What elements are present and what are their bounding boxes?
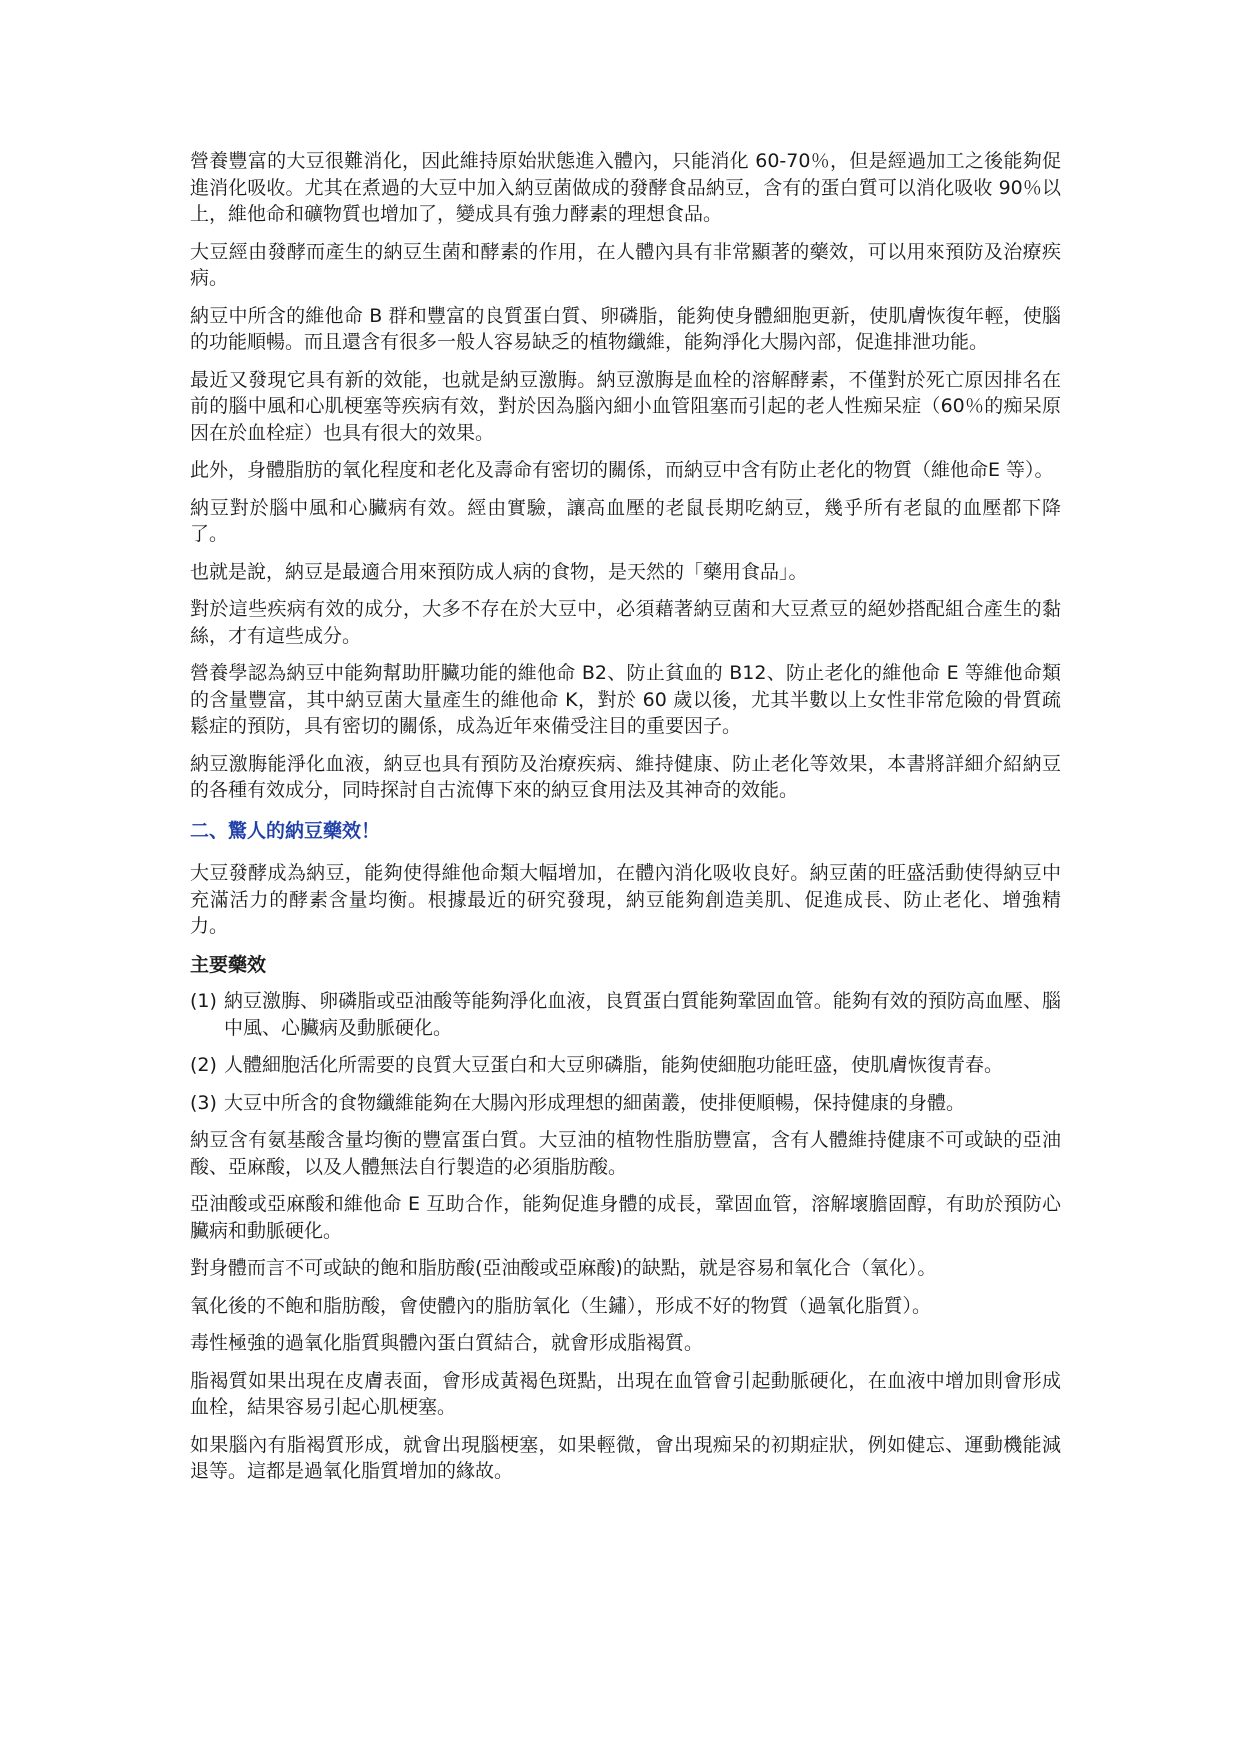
paragraph: 營養豐富的大豆很難消化，因此維持原始狀態進入體內，只能消化 60-70％，但是經過加工之後能夠促進消化吸收。尤其在煮過的大豆中加入納豆菌做成的發酵食品納豆，含有的蛋白質可以消化吸收 90％以上，維他命和礦物質也增加了，變成具有強力酵素的理想食品。 <box>190 150 1061 225</box>
paragraph: 對於這些疾病有效的成分，大多不存在於大豆中，必須藉著納豆菌和大豆煮豆的絕妙搭配組合產生的黏絲，才有這些成分。 <box>190 598 1061 647</box>
paragraph: 亞油酸或亞麻酸和維他命 E 互助合作，能夠促進身體的成長，鞏固血管，溶解壞膽固醇，有助於預防心臟病和動脈硬化。 <box>190 1193 1061 1242</box>
section-intro: 大豆發酵成為納豆，能夠使得維他命類大幅增加，在體內消化吸收良好。納豆菌的旺盛活動使得納豆中充滿活力的酵素含量均衡。根據最近的研究發現，納豆能夠創造美肌、促進成長、防止老化、增強精力。 <box>190 862 1061 937</box>
subheading: 主要藥效 <box>190 953 267 976</box>
paragraph: 如果腦內有脂褐質形成，就會出現腦梗塞，如果輕微，會出現痴呆的初期症狀，例如健忘、運動機能減退等。這都是過氧化脂質增加的緣故。 <box>190 1433 1061 1482</box>
paragraph: 最近又發現它具有新的效能，也就是納豆激脢。納豆激脢是血栓的溶解酵素，不僅對於死亡原因排名在前的腦中風和心肌梗塞等疾病有效，對於因為腦內細小血管阻塞而引起的老人性痴呆症（60％的痴呆原因在於血栓症）也具有很大的效果。 <box>190 368 1061 444</box>
effect-number: (2) <box>190 1054 217 1076</box>
effect-item <box>190 1052 1061 1079</box>
paragraph: 毒性極強的過氧化脂質與體內蛋白質結合，就會形成脂褐質。 <box>190 1332 704 1354</box>
effect-item <box>190 1090 1061 1117</box>
effect-text: 大豆中所含的食物纖維能夠在大腸內形成理想的細菌叢，使排便順暢，保持健康的身體。 <box>224 1091 966 1114</box>
paragraph: 氧化後的不飽和脂肪酸，會使體內的脂肪氧化（生鏽），形成不好的物質（過氧化脂質）。 <box>190 1294 932 1317</box>
paragraph: 納豆含有氨基酸含量均衡的豐富蛋白質。大豆油的植物性脂肪豐富，含有人體維持健康不可或缺的亞油酸、亞麻酸，以及人體無法自行製造的必須脂肪酸。 <box>190 1129 1061 1178</box>
paragraph: 營養學認為納豆中能夠幫助肝臟功能的維他命 B2、防止貧血的 B12、防止老化的維他命 E 等維他命類的含量豐富，其中納豆菌大量產生的維他命 K，對於 60 歲以後，尤其半數以上女性非常危險的骨質疏鬆症的預防，具有密切的關係，成為近年來備受注目的重要因子。 <box>190 662 1061 737</box>
paragraph: 納豆中所含的維他命 B 群和豐富的良質蛋白質、卵磷脂，能夠使身體細胞更新，使肌膚恢復年輕，使腦的功能順暢。而且還含有很多一般人容易缺乏的植物纖維，能夠淨化大腸內部，促進排泄功能。 <box>190 304 1061 353</box>
paragraph: 納豆激脢能淨化血液，納豆也具有預防及治療疾病、維持健康、防止老化等效果，本書將詳細介紹納豆的各種有效成分，同時探討自古流傳下來的納豆食用法及其神奇的效能。 <box>190 752 1061 801</box>
effect-number: (3) <box>190 1091 217 1114</box>
paragraph: 脂褐質如果出現在皮膚表面，會形成黃褐色斑點，出現在血管會引起動脈硬化，在血液中增加則會形成血栓，結果容易引起心肌梗塞。 <box>190 1369 1061 1418</box>
paragraph: 大豆經由發酵而產生的納豆生菌和酵素的作用，在人體內具有非常顯著的藥效，可以用來預防及治療疾病。 <box>190 240 1061 289</box>
paragraph: 此外，身體脂肪的氧化程度和老化及壽命有密切的關係，而納豆中含有防止老化的物質（維他命E 等）。 <box>190 459 1054 481</box>
paragraph: 也就是說，納豆是最適合用來預防成人病的食物，是天然的「藥用食品」。 <box>190 560 808 583</box>
effect-item <box>190 988 1061 1041</box>
paragraph: 納豆對於腦中風和心臟病有效。經由實驗，讓高血壓的老鼠長期吃納豆，幾乎所有老鼠的血壓都下降了。 <box>190 496 1061 545</box>
paragraph: 對身體而言不可或缺的飽和脂肪酸(亞油酸或亞麻酸)的缺點，就是容易和氧化合（氧化）。 <box>190 1257 937 1279</box>
section-heading: 二、驚人的納豆藥效！ <box>190 819 381 842</box>
effect-text: 納豆激脢、卵磷脂或亞油酸等能夠淨化血液，良質蛋白質能夠鞏固血管。能夠有效的預防高血壓、腦中風、心臟病及動脈硬化。 <box>224 990 1061 1039</box>
effect-text: 人體細胞活化所需要的良質大豆蛋白和大豆卵磷脂，能夠使細胞功能旺盛，使肌膚恢復青春。 <box>224 1054 1004 1076</box>
effect-number: (1) <box>190 990 217 1012</box>
